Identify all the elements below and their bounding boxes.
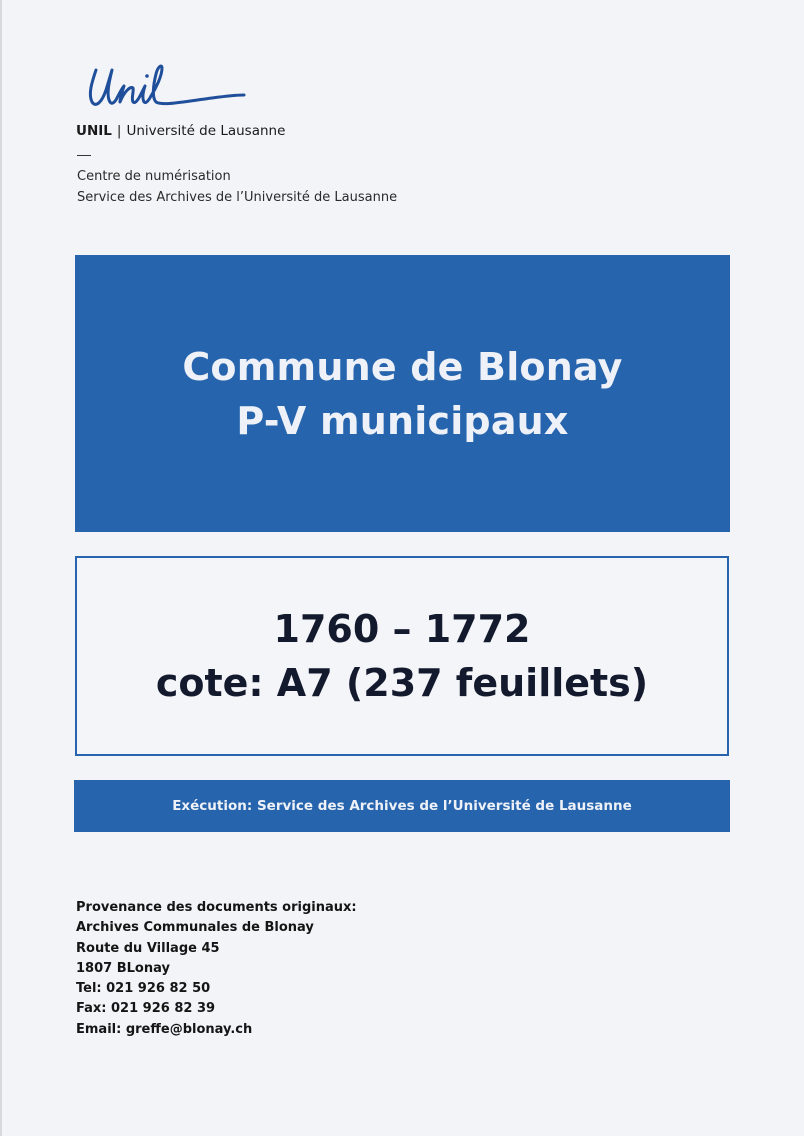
provenance-archive-name: Archives Communales de Blonay xyxy=(76,920,314,936)
header-divider xyxy=(77,155,91,156)
institution-separator: | xyxy=(116,123,122,139)
provenance-phone: Tel: 021 926 82 50 xyxy=(76,981,211,997)
provenance-heading: Provenance des documents originaux: xyxy=(76,900,357,915)
execution-banner xyxy=(74,780,730,832)
unil-logo xyxy=(82,62,252,122)
provenance-city: 1807 BLonay xyxy=(76,960,170,976)
provenance-fax: Fax: 021 926 82 39 xyxy=(76,1001,216,1017)
title-block xyxy=(75,255,730,532)
title-document-type: P-V municipaux xyxy=(236,398,569,443)
center-line-digitization: Centre de numérisation xyxy=(77,169,231,184)
institution-line xyxy=(76,123,285,139)
date-reference: cote: A7 (237 feuillets) xyxy=(155,661,649,705)
provenance-block xyxy=(76,898,357,1040)
date-period: 1760 – 1772 xyxy=(273,607,531,651)
provenance-street: Route du Village 45 xyxy=(76,940,220,956)
center-lines xyxy=(77,166,397,208)
date-box xyxy=(75,556,729,756)
institution-full: Université de Lausanne xyxy=(126,123,286,139)
execution-text: Exécution: Service des Archives de l’Université de Lausanne xyxy=(172,798,632,814)
center-line-archives: Service des Archives de l’Université de Lausanne xyxy=(77,190,398,205)
provenance-email: Email: greffe@blonay.ch xyxy=(76,1021,253,1037)
title-commune: Commune de Blonay xyxy=(182,344,623,389)
institution-short: UNIL xyxy=(76,123,112,139)
